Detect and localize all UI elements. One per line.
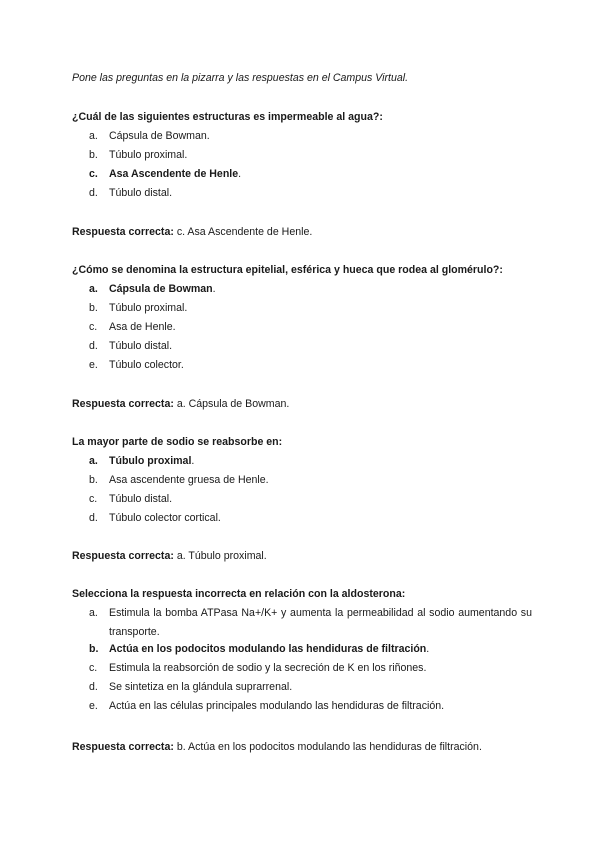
question-title: La mayor parte de sodio se reabsorbe en: [72, 436, 283, 448]
options-list [72, 130, 532, 200]
option-d: d. Se sintetiza en la glándula suprarrenal. [89, 681, 293, 693]
correct-answer-2 [72, 398, 289, 411]
option-a: a. Estimula la bomba ATPasa Na+/K+ y aumenta la permeabilidad al sodio aumentando su transporte. [89, 607, 532, 638]
option-b-correct: b. Actúa en los podocitos modulando las hendiduras de filtración. [89, 643, 430, 655]
option-e: e. Actúa en las células principales modulando las hendiduras de filtración. [89, 700, 445, 712]
question-3 [72, 436, 532, 531]
option-c-correct: c. Asa Ascendente de Henle. [89, 168, 242, 180]
option-c: c. Estimula la reabsorción de sodio y la secreción de K en los riñones. [89, 662, 427, 674]
correct-answer-1 [72, 226, 312, 239]
option-d: d. Túbulo colector cortical. [89, 512, 221, 524]
answer-label: Respuesta correcta: [72, 741, 174, 753]
answer-text: b. Actúa en los podocitos modulando las hendiduras de filtración. [176, 741, 482, 753]
option-b: b. Asa ascendente gruesa de Henle. [89, 474, 269, 486]
question-4 [72, 588, 532, 719]
answer-text: a. Túbulo proximal. [176, 550, 267, 562]
option-b: b. Túbulo proximal. [89, 149, 188, 161]
answer-label: Respuesta correcta: [72, 398, 174, 410]
option-e: e. Túbulo colector. [89, 359, 184, 371]
option-d: d. Túbulo distal. [89, 187, 173, 199]
question-title: ¿Cómo se denomina la estructura epitelial, esférica y hueca que rodea al glomérulo?: [72, 264, 503, 276]
question-2 [72, 264, 532, 378]
option-b: b. Túbulo proximal. [89, 302, 188, 314]
correct-answer-3 [72, 550, 267, 563]
options-list [72, 455, 532, 525]
question-1 [72, 111, 532, 206]
answer-label: Respuesta correcta: [72, 226, 174, 238]
option-c: c. Asa de Henle. [89, 321, 176, 333]
question-title: ¿Cuál de las siguientes estructuras es impermeable al agua?: [72, 111, 383, 123]
option-a-correct: a. Cápsula de Bowman. [89, 283, 216, 295]
option-d: d. Túbulo distal. [89, 340, 173, 352]
options-list [72, 283, 532, 372]
answer-text: c. Asa Ascendente de Henle. [176, 226, 313, 238]
question-title: Selecciona la respuesta incorrecta en relación con la aldosterona: [72, 588, 406, 600]
correct-answer-4 [72, 741, 482, 754]
option-a-correct: a. Túbulo proximal. [89, 455, 195, 467]
intro-text: Pone las preguntas en la pizarra y las respuestas en el Campus Virtual. [72, 72, 409, 84]
option-a: a. Cápsula de Bowman. [89, 130, 210, 142]
answer-text: a. Cápsula de Bowman. [176, 398, 290, 410]
option-c: c. Túbulo distal. [89, 493, 173, 505]
options-list [72, 604, 532, 713]
answer-label: Respuesta correcta: [72, 550, 174, 562]
